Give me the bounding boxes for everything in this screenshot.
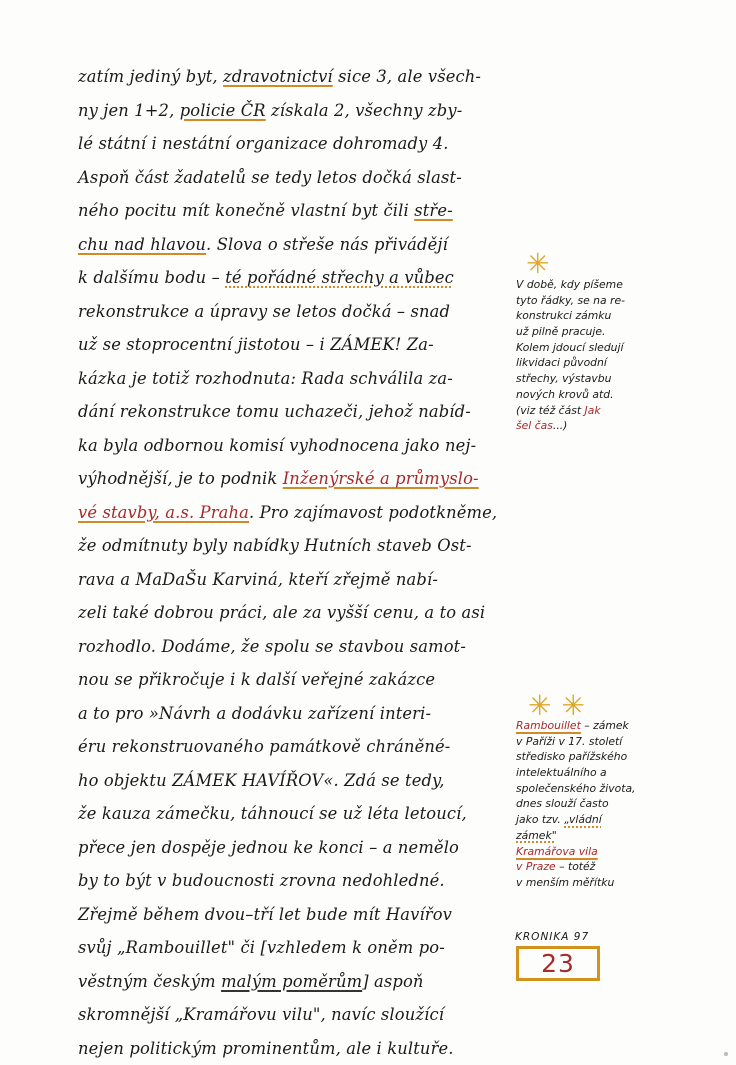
note-line <box>516 324 656 340</box>
text-line <box>78 295 523 329</box>
text-span: zatím jediný byt, <box>78 67 224 86</box>
text-line <box>78 496 523 530</box>
text-span: získala 2, všechny zby- <box>265 100 463 120</box>
note-text: v Paříži v 17. století <box>516 734 623 748</box>
text-span: výhodnější, je to podnik <box>78 469 283 488</box>
text-line <box>78 965 523 999</box>
text-line <box>78 362 523 396</box>
text-span: . Pro zajímavost podotkněme, <box>249 502 498 522</box>
note-text: v menším měřítku <box>516 875 615 889</box>
note-line <box>516 277 656 293</box>
text-span: sice 3, ale všech- <box>332 67 482 86</box>
note-line <box>516 340 656 356</box>
double-asterisk-icon: ✳✳ <box>528 689 595 722</box>
underlined-term: chu nad hlavou <box>78 234 207 254</box>
note-text: střechy, výstavbu <box>516 372 612 386</box>
note-text: – zámek <box>580 719 629 732</box>
text-span: Zřejmě během dvou–tří let bude mít Havířov <box>78 904 453 924</box>
note-line <box>516 718 656 734</box>
text-line <box>78 1032 523 1065</box>
note-term: v Praze <box>516 860 556 874</box>
text-line <box>78 194 523 228</box>
text-span: éru rekonstruovaného památkově chráněné- <box>78 737 451 756</box>
note-line <box>516 812 656 828</box>
note-text: dnes slouží často <box>516 797 609 811</box>
text-line <box>78 697 523 731</box>
text-line <box>78 998 523 1032</box>
text-span: přece jen dospěje jednou ke konci – a nemělo <box>78 837 459 857</box>
chronicle-label: KRONIKA 97 <box>515 931 590 943</box>
note-text: společenského života, <box>516 781 636 795</box>
underlined-term: zdravotnictví <box>223 67 333 86</box>
text-span: ho objektu ZÁMEK HAVÍŘOV«. Zdá se tedy, <box>78 770 445 790</box>
note-line <box>516 403 656 419</box>
note-line <box>516 734 656 750</box>
text-span: ] aspoň <box>362 971 424 991</box>
text-line <box>78 563 523 597</box>
text-span: . Slova o střeše nás přivádějí <box>206 234 448 254</box>
text-line <box>78 898 523 932</box>
text-line <box>78 596 523 630</box>
note-line <box>516 355 656 371</box>
text-span: nejen politickým prominentům, ale i kultuře. <box>78 1038 454 1058</box>
company-name: Inženýrské a průmyslo- <box>282 469 479 488</box>
note-line <box>516 781 656 797</box>
text-line <box>78 931 523 965</box>
text-line <box>78 161 523 195</box>
text-span: že kauza zámečku, táhnoucí se už léta letoucí, <box>78 804 467 823</box>
text-line <box>78 663 523 697</box>
note-text: tyto řádky, se na re- <box>516 293 626 307</box>
cross-reference: šel čas <box>516 419 553 433</box>
text-line <box>78 529 523 563</box>
note-line <box>516 844 656 860</box>
text-span: k dalšímu bodu – <box>78 268 226 287</box>
text-line <box>78 94 523 128</box>
note-line <box>516 293 656 309</box>
text-span: by to být v budoucnosti zrovna nedohledné. <box>78 871 445 890</box>
text-line <box>78 261 523 295</box>
text-line <box>78 831 523 865</box>
note-text: středisko pařížského <box>516 750 628 764</box>
note-text: intelektuálního a <box>516 766 607 780</box>
underlined-term: malým poměrům <box>221 971 363 991</box>
note-line <box>516 371 656 387</box>
note-text: konstrukci zámku <box>516 309 612 323</box>
note-text: V době, kdy píšeme <box>516 278 623 291</box>
text-span: rozhodlo. Dodáme, že spolu se stavbou samot- <box>78 636 466 656</box>
note-line <box>516 308 656 324</box>
margin-note-2 <box>516 718 656 891</box>
note-line <box>516 875 656 891</box>
note-text: ...) <box>552 419 568 433</box>
text-span: nou se přikročuje i k další veřejné zakázce <box>78 670 436 689</box>
text-span: rekonstrukce a úpravy se letos dočká – snad <box>78 301 451 321</box>
text-span: už se stoprocentní jistotou – i ZÁMEK! Za- <box>78 335 434 354</box>
corner-mark <box>724 1052 728 1056</box>
text-span: svůj „Rambouillet" či [vzhledem k oněm po- <box>78 938 445 957</box>
company-name: vé stavby, a.s. Praha <box>78 502 249 522</box>
note-text: nových krovů atd. <box>516 387 614 401</box>
text-line <box>78 730 523 764</box>
text-line <box>78 228 523 262</box>
margin-note-1 <box>516 277 656 434</box>
text-span: kázka je totiž rozhodnuta: Rada schválila za- <box>78 368 453 388</box>
cross-reference: Jak <box>584 403 601 417</box>
text-span: ka byla odbornou komisí vyhodnocena jako nej- <box>78 435 477 455</box>
underlined-term: stře- <box>414 201 453 220</box>
text-span: rava a MaDaŠu Karviná, kteří zřejmě nabí- <box>78 569 438 589</box>
text-span: zeli také dobrou práci, ale za vyšší cenu, a to asi <box>78 603 486 622</box>
main-text-block <box>78 60 523 1065</box>
note-term: Rambouillet <box>516 719 581 732</box>
text-span: skromnější „Kramářovu vilu", navíc sloužící <box>78 1005 445 1024</box>
asterisk-icon: ✳ <box>526 247 550 280</box>
note-term: zámek" <box>516 828 557 842</box>
text-span: ny jen 1+2, <box>78 100 180 120</box>
text-line <box>78 462 523 496</box>
note-line <box>516 749 656 765</box>
note-line <box>516 765 656 781</box>
note-line <box>516 828 656 844</box>
note-text: Kolem jdoucí sledují <box>516 340 624 354</box>
note-term: Kramářova vila <box>516 844 598 858</box>
text-line <box>78 127 523 161</box>
note-text: už pilně pracuje. <box>516 325 606 339</box>
underlined-term: té pořádné střechy a vůbec <box>225 268 454 287</box>
text-span: lé státní i nestátní organizace dohromady 4. <box>78 134 449 153</box>
text-span: a to pro »Návrh a dodávku zařízení interi- <box>78 703 432 723</box>
text-span: ného pocitu mít konečně vlastní byt čili <box>78 201 415 220</box>
text-line <box>78 864 523 898</box>
note-line <box>516 859 656 875</box>
text-line <box>78 429 523 463</box>
text-line <box>78 328 523 362</box>
text-span: dání rekonstrukce tomu uchazeči, jehož nabíd- <box>78 402 471 421</box>
note-text: likvidaci původní <box>516 356 607 370</box>
note-line <box>516 796 656 812</box>
text-span: věstným českým <box>78 971 222 991</box>
text-line <box>78 764 523 798</box>
text-span: že odmítnuty byly nabídky Hutních staveb Ost- <box>78 536 472 555</box>
page-number: 23 <box>541 949 575 978</box>
note-line <box>516 418 656 434</box>
note-term: „vládní <box>564 813 602 827</box>
underlined-term: policie ČR <box>179 100 266 120</box>
note-text: – totéž <box>555 860 596 874</box>
text-line <box>78 797 523 831</box>
text-line <box>78 630 523 664</box>
note-text: (viz též část <box>516 403 585 417</box>
text-span: Aspoň část žadatelů se tedy letos dočká slast- <box>78 167 462 187</box>
note-line <box>516 387 656 403</box>
page-number-box <box>516 946 600 981</box>
text-line <box>78 395 523 429</box>
note-text: jako tzv. <box>516 813 565 827</box>
text-line <box>78 60 523 94</box>
